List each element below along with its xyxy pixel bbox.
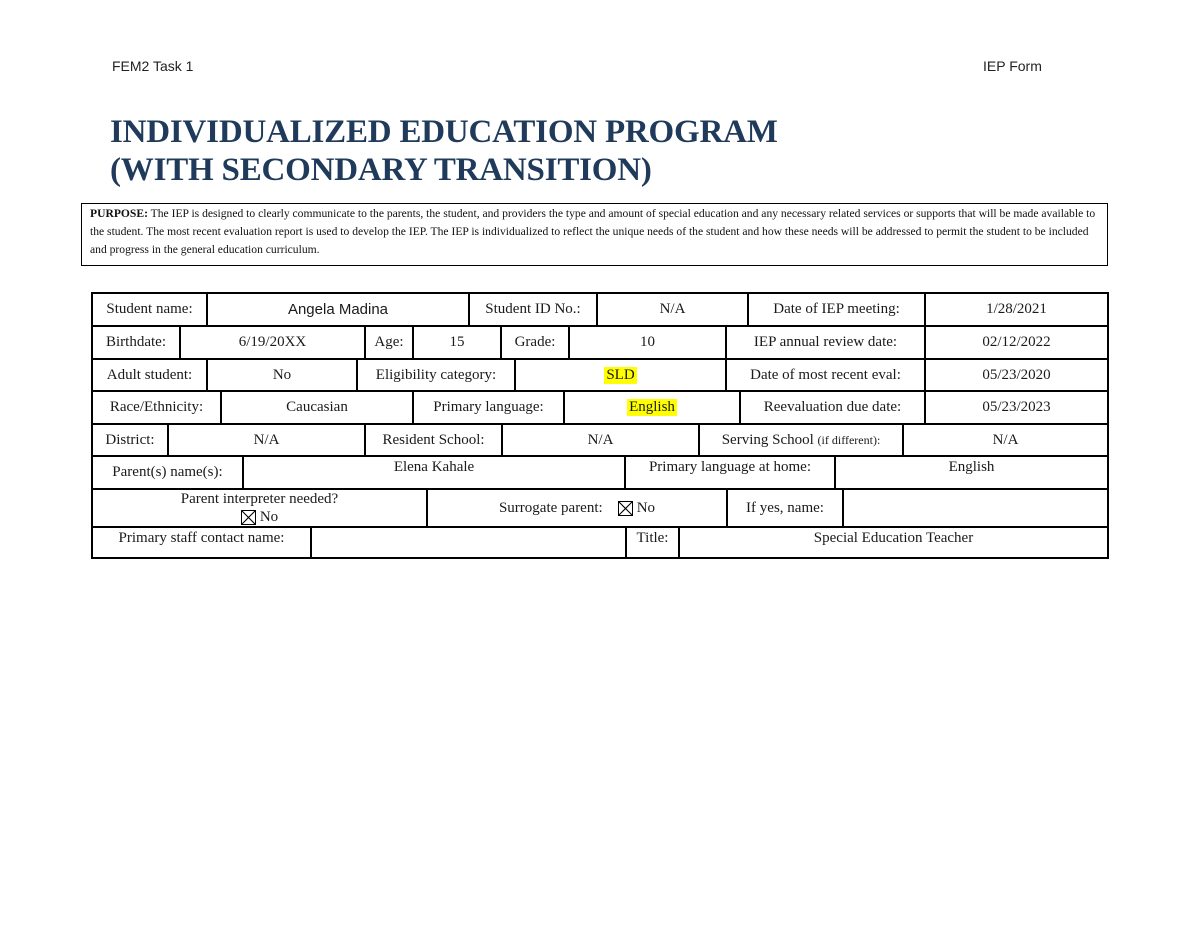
surrogate-label: Surrogate parent: bbox=[498, 499, 603, 516]
adult-student-label: Adult student: bbox=[93, 360, 208, 390]
form-row-birthdate bbox=[91, 325, 1109, 358]
interpreter-checkbox-row[interactable] bbox=[241, 508, 278, 526]
header-left: FEM2 Task 1 bbox=[112, 58, 194, 74]
surrogate-value: No bbox=[636, 499, 656, 516]
home-language-label: Primary language at home: bbox=[626, 457, 836, 488]
surrogate-checkbox-row[interactable] bbox=[618, 500, 655, 517]
purpose-text: The IEP is designed to clearly communicate to the parents, the student, and providers the type and amount of special education and any necessary related services or supports that will be made available to the student. The most recent evaluation report is used to develop the IEP. The IEP is individualized to reflect the unique needs of the student and how these needs will be addressed to permit the student to be included and progress in the general education curriculum. bbox=[90, 207, 1096, 256]
birthdate-field[interactable]: 6/19/20XX bbox=[181, 327, 366, 358]
interpreter-value: No bbox=[259, 509, 279, 525]
annual-review-label: IEP annual review date: bbox=[727, 327, 926, 358]
recent-eval-field[interactable]: 05/23/2020 bbox=[982, 366, 1051, 383]
grade-field[interactable]: 10 bbox=[570, 327, 727, 358]
form-row-student bbox=[91, 292, 1109, 325]
grade-label: Grade: bbox=[502, 327, 570, 358]
title-line-1: INDIVIDUALIZED EDUCATION PROGRAM bbox=[110, 114, 778, 150]
parent-names-label: Parent(s) name(s): bbox=[93, 457, 244, 488]
header-right: IEP Form bbox=[983, 58, 1042, 74]
student-id-field[interactable]: N/A bbox=[598, 294, 749, 325]
surrogate-cell bbox=[428, 490, 728, 526]
primary-language-label: Primary language: bbox=[414, 392, 565, 423]
primary-language-field[interactable]: English bbox=[565, 392, 741, 423]
purpose-box bbox=[81, 203, 1108, 266]
annual-review-field[interactable]: 02/12/2022 bbox=[982, 334, 1051, 350]
staff-contact-label: Primary staff contact name: bbox=[93, 528, 312, 557]
student-name-field[interactable]: Angela Madina bbox=[208, 294, 470, 325]
race-field[interactable]: Caucasian bbox=[222, 392, 414, 423]
age-field[interactable]: 15 bbox=[414, 327, 502, 358]
form-row-parents bbox=[91, 455, 1109, 488]
resident-school-label: Resident School: bbox=[366, 425, 503, 455]
interpreter-cell bbox=[93, 490, 428, 526]
student-name-label: Student name: bbox=[93, 294, 208, 325]
title-field[interactable]: Special Education Teacher bbox=[813, 530, 974, 546]
form-row-interpreter bbox=[91, 488, 1109, 526]
page-title bbox=[110, 113, 778, 189]
recent-eval-label: Date of most recent eval: bbox=[727, 360, 926, 390]
title-line-2: (WITH SECONDARY TRANSITION) bbox=[110, 152, 652, 188]
form-row-district bbox=[91, 423, 1109, 455]
eligibility-label: Eligibility category: bbox=[358, 360, 516, 390]
form-row-staff bbox=[91, 526, 1109, 559]
purpose-label: PURPOSE: bbox=[90, 207, 148, 220]
serving-school-field[interactable]: N/A bbox=[992, 431, 1019, 448]
reevaluation-field[interactable]: 05/23/2023 bbox=[982, 399, 1051, 415]
interpreter-checkbox[interactable] bbox=[241, 510, 256, 525]
if-yes-label: If yes, name: bbox=[728, 490, 844, 526]
birthdate-label: Birthdate: bbox=[93, 327, 181, 358]
iep-meeting-field[interactable]: 1/28/2021 bbox=[986, 301, 1047, 317]
serving-school-label: Serving School (if different): bbox=[700, 425, 904, 455]
district-label: District: bbox=[93, 425, 169, 455]
eligibility-field[interactable]: SLD bbox=[516, 360, 727, 390]
parent-names-field[interactable]: Elena Kahale bbox=[244, 457, 626, 488]
reevaluation-label: Reevaluation due date: bbox=[741, 392, 926, 423]
adult-student-field[interactable]: No bbox=[208, 360, 358, 390]
serving-school-note: (if different): bbox=[817, 432, 881, 447]
if-yes-field[interactable] bbox=[844, 490, 1107, 526]
interpreter-label: Parent interpreter needed? bbox=[180, 491, 339, 507]
title-label: Title: bbox=[627, 528, 680, 557]
form-row-race bbox=[91, 390, 1109, 423]
race-label: Race/Ethnicity: bbox=[93, 392, 222, 423]
home-language-field[interactable]: English bbox=[948, 459, 995, 475]
iep-meeting-label: Date of IEP meeting: bbox=[749, 294, 926, 325]
surrogate-checkbox[interactable] bbox=[618, 501, 633, 516]
district-field[interactable]: N/A bbox=[169, 425, 366, 455]
age-label: Age: bbox=[366, 327, 414, 358]
form-row-adult bbox=[91, 358, 1109, 390]
staff-contact-field[interactable] bbox=[312, 528, 627, 557]
resident-school-field[interactable]: N/A bbox=[503, 425, 700, 455]
student-id-label: Student ID No.: bbox=[470, 294, 598, 325]
